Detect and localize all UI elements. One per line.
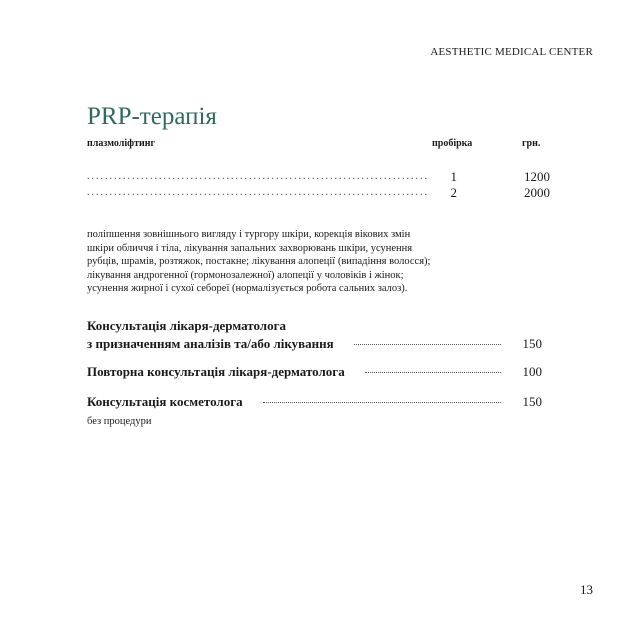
service-price: 100 xyxy=(522,364,542,379)
service-cosmetologist-consultation xyxy=(87,394,542,410)
description-line: шкіри обличчя і тіла, лікування запальних захворювань шкіри, усунення xyxy=(87,242,413,254)
column-header-currency: грн. xyxy=(522,138,541,149)
service-label: Консультація лікаря-дерматолога xyxy=(87,318,286,333)
service-price: 150 xyxy=(522,394,542,409)
dot-leader xyxy=(87,171,427,182)
price-value: 1200 xyxy=(524,169,550,184)
description-line: усунення жирної і сухої себореї (нормалізується робота сальних залоз). xyxy=(87,283,408,294)
procedure-label: плазмоліфтинг xyxy=(87,138,156,149)
service-label: з призначенням аналізів та/або лікування xyxy=(87,336,334,351)
dot-leader xyxy=(354,344,501,345)
brand-header: AESTHETIC MEDICAL CENTER xyxy=(430,46,593,58)
dot-leader xyxy=(87,187,427,198)
procedure-description xyxy=(87,228,487,296)
service-dermatologist-consultation xyxy=(87,318,542,352)
dot-leader xyxy=(263,402,501,403)
service-repeat-consultation xyxy=(87,364,542,380)
service-price: 150 xyxy=(522,336,542,351)
dot-leader xyxy=(365,372,501,373)
service-label: Повторна консультація лікаря-дерматолога xyxy=(87,364,345,379)
price-value: 2000 xyxy=(524,185,550,200)
section-title: PRP-терапія xyxy=(87,103,217,130)
description-line: рубців, шрамів, розтяжок, постакне; лікування алопеції (випадіння волосся); xyxy=(87,256,431,267)
page-number: 13 xyxy=(580,582,593,597)
description-line: лікування андрогенної (гормонозалежної) алопеції у чоловіків і жінок; xyxy=(87,269,404,281)
tube-count: 2 xyxy=(450,185,457,200)
service-label: Консультація косметолога xyxy=(87,394,243,409)
column-header-tube: пробірка xyxy=(432,138,473,149)
tube-count: 1 xyxy=(450,169,457,184)
description-line: поліпшення зовнішнього вигляду і тургору шкіри, корекція вікових змін xyxy=(87,229,411,240)
service-note: без процедури xyxy=(87,416,152,427)
